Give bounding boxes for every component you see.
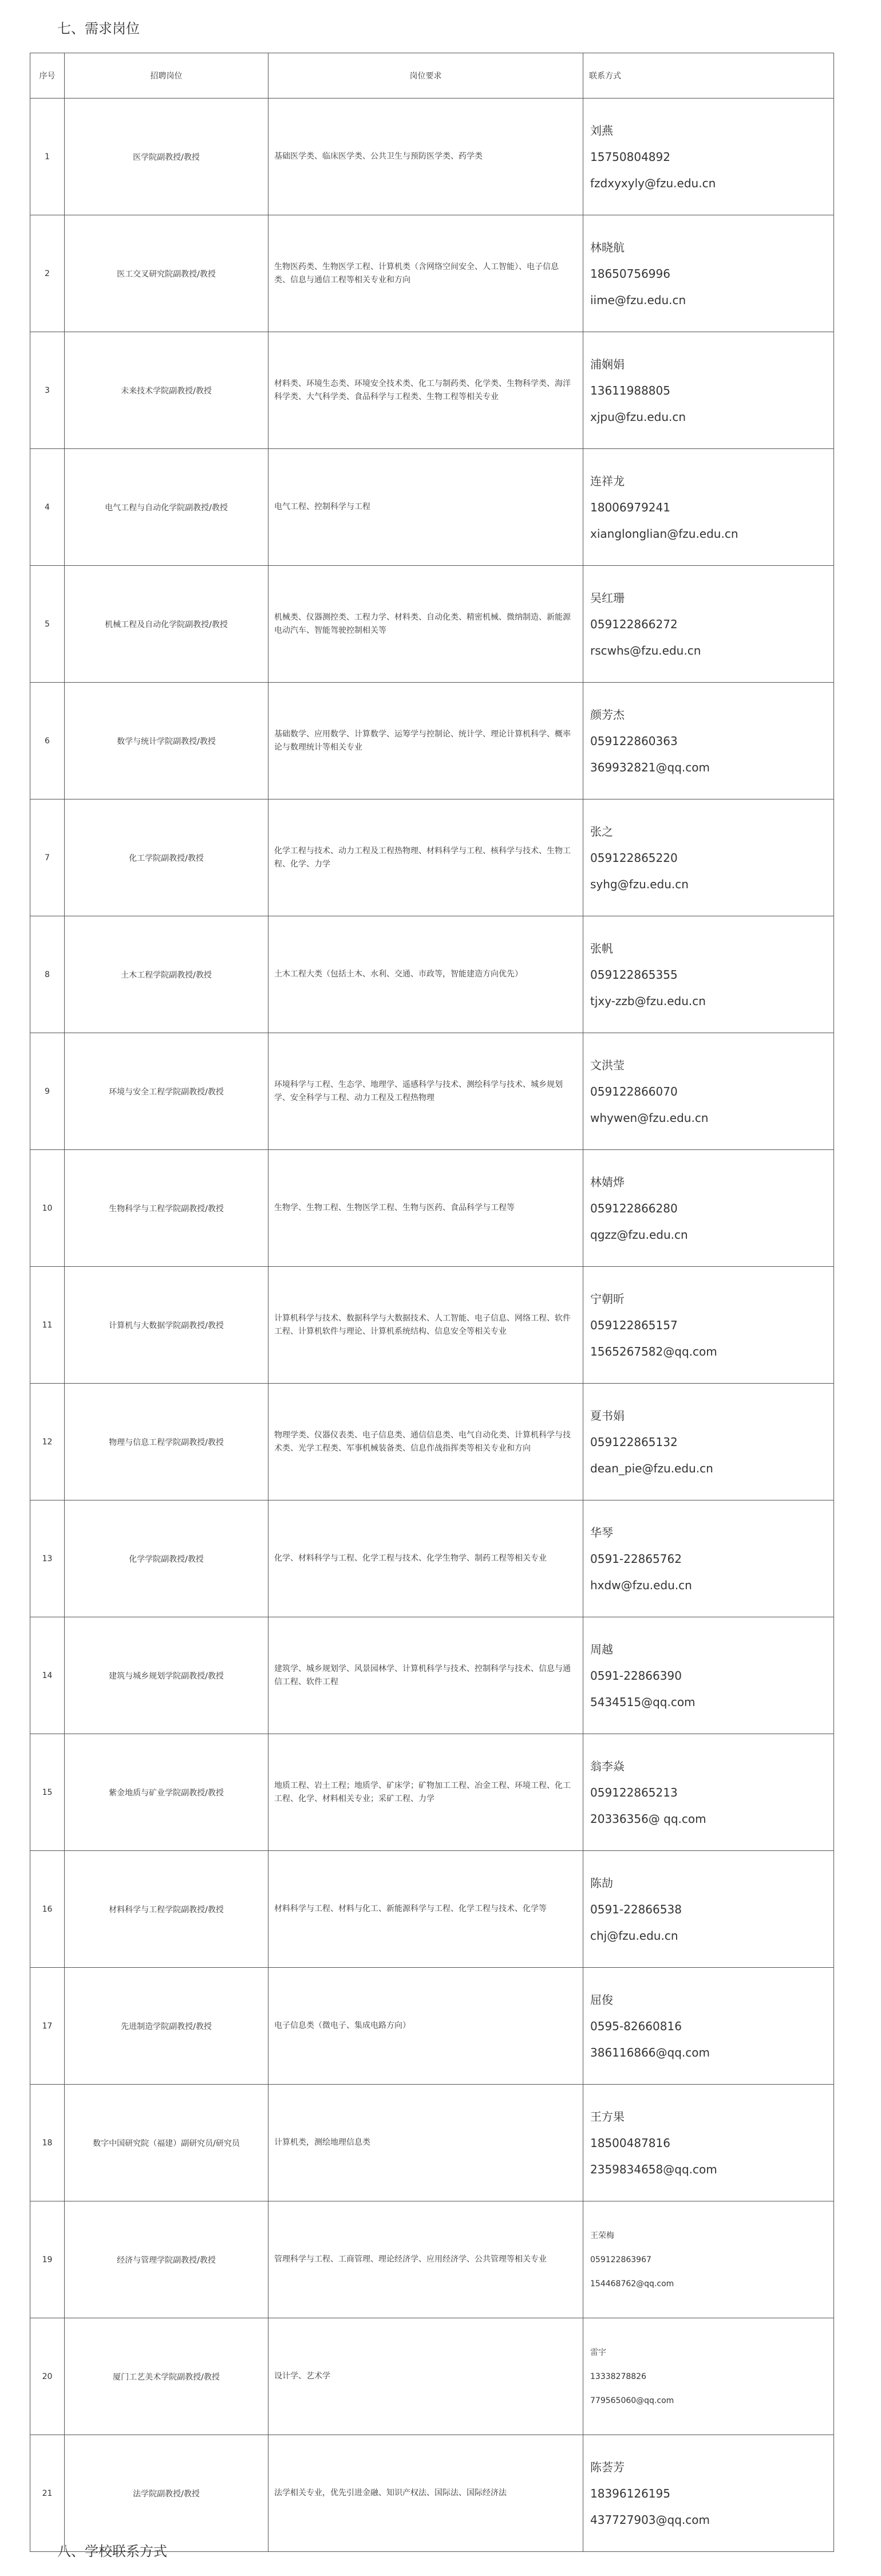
row-number: 3 <box>30 332 65 449</box>
row-number: 20 <box>30 2318 65 2435</box>
contact-email[interactable]: 20336356@ qq.com <box>590 1811 706 1826</box>
contact-name: 林晓航 <box>590 240 625 254</box>
table-row <box>30 916 834 1033</box>
position-title: 法学院副教授/教授 <box>65 2435 268 2552</box>
header-position: 招聘岗位 <box>65 53 268 99</box>
contact-email[interactable]: chj@fzu.edu.cn <box>590 1928 678 1943</box>
row-number: 10 <box>30 1150 65 1267</box>
position-title: 材料科学与工程学院副教授/教授 <box>65 1851 268 1968</box>
contact-email[interactable]: fzdxyxyly@fzu.edu.cn <box>590 176 716 190</box>
contact-email[interactable]: syhg@fzu.edu.cn <box>590 877 689 891</box>
position-title: 环境与安全工程学院副教授/教授 <box>65 1033 268 1150</box>
table-row <box>30 1150 834 1267</box>
position-title: 化学学院副教授/教授 <box>65 1500 268 1617</box>
contact-phone: 0591-22866538 <box>590 1902 682 1916</box>
row-number: 4 <box>30 449 65 566</box>
contact-email[interactable]: rscwhs@fzu.edu.cn <box>590 643 701 657</box>
position-requirements: 管理科学与工程、工商管理、理论经济学、应用经济学、公共管理等相关专业 <box>268 2201 583 2318</box>
contact-email[interactable]: 369932821@qq.com <box>590 760 710 774</box>
contact-info <box>583 1617 834 1734</box>
contact-info <box>583 916 834 1033</box>
contact-phone: 059122865132 <box>590 1435 678 1449</box>
table-row <box>30 99 834 215</box>
position-requirements: 土木工程大类（包括土木、水利、交通、市政等，智能建造方向优先） <box>268 916 583 1033</box>
position-requirements: 生物学、生物工程、生物医学工程、生物与医药、食品科学与工程等 <box>268 1150 583 1267</box>
table-row <box>30 1267 834 1384</box>
contact-info <box>583 566 834 683</box>
table-row <box>30 1384 834 1500</box>
position-requirements: 材料科学与工程、材料与化工、新能源科学与工程、化学工程与技术、化学等 <box>268 1851 583 1968</box>
position-title: 医工交叉研究院副教授/教授 <box>65 215 268 332</box>
header-no: 序号 <box>30 53 65 99</box>
contact-name: 颜芳杰 <box>590 707 625 722</box>
contact-name: 华琴 <box>590 1525 613 1539</box>
table-row <box>30 2318 834 2435</box>
contact-name: 吴红珊 <box>590 590 625 605</box>
table-row <box>30 2435 834 2552</box>
contact-phone: 059122866280 <box>590 1201 678 1215</box>
footer-section-title: 八、学校联系方式 <box>57 2543 167 2559</box>
contact-email[interactable]: 386116866@qq.com <box>590 2045 710 2059</box>
contact-name: 刘燕 <box>590 123 613 137</box>
position-requirements: 电子信息类（微电子、集成电路方向） <box>268 1968 583 2085</box>
row-number: 9 <box>30 1033 65 1150</box>
position-title: 化工学院副教授/教授 <box>65 799 268 916</box>
row-number: 17 <box>30 1968 65 2085</box>
contact-name: 宁朝昕 <box>590 1291 625 1306</box>
contact-name: 陈荟芳 <box>590 2460 625 2474</box>
row-number: 5 <box>30 566 65 683</box>
contact-name: 张之 <box>590 824 613 838</box>
table-row <box>30 1851 834 1968</box>
contact-name: 翁李焱 <box>590 1759 625 1773</box>
position-title: 电气工程与自动化学院副教授/教授 <box>65 449 268 566</box>
contact-info <box>583 2318 834 2435</box>
table-row <box>30 683 834 799</box>
position-title: 厦门工艺美术学院副教授/教授 <box>65 2318 268 2435</box>
row-number: 19 <box>30 2201 65 2318</box>
contact-phone: 059122865213 <box>590 1785 678 1799</box>
position-requirements: 物理学类、仪器仪表类、电子信息类、通信信息类、电气自动化类、计算机科学与技术类、光学工程类、军事机械装备类、信息作战指挥类等相关专业和方向 <box>268 1384 583 1500</box>
table-row <box>30 566 834 683</box>
position-title: 医学院副教授/教授 <box>65 99 268 215</box>
section-title: 七、需求岗位 <box>57 21 140 37</box>
contact-info <box>583 1500 834 1617</box>
position-requirements: 化学工程与技术、动力工程及工程热物理、材料科学与工程、核科学与技术、生物工程、化学、力学 <box>268 799 583 916</box>
position-requirements: 法学相关专业，优先引进金融、知识产权法、国际法、国际经济法 <box>268 2435 583 2552</box>
contact-info <box>583 683 834 799</box>
table-row <box>30 332 834 449</box>
contact-info <box>583 449 834 566</box>
contact-info <box>583 2201 834 2318</box>
contact-name: 周越 <box>590 1642 613 1656</box>
position-requirements: 设计学、艺术学 <box>268 2318 583 2435</box>
contact-phone: 059122860363 <box>590 734 678 748</box>
contact-phone: 059122865355 <box>590 967 678 982</box>
contact-info <box>583 1734 834 1851</box>
contact-info <box>583 2435 834 2552</box>
row-number: 11 <box>30 1267 65 1384</box>
row-number: 8 <box>30 916 65 1033</box>
contact-phone: 13611988805 <box>590 383 670 397</box>
position-requirements: 材料类、环境生态类、环境安全技术类、化工与制药类、化学类、生物科学类、海洋科学类、大气科学类、食品科学与工程类、生物工程等相关专业 <box>268 332 583 449</box>
contact-name: 浦娴娟 <box>590 357 625 371</box>
position-title: 计算机与大数据学院副教授/教授 <box>65 1267 268 1384</box>
table-row <box>30 1968 834 2085</box>
contact-phone: 18650756996 <box>590 266 670 281</box>
position-requirements: 环境科学与工程、生态学、地理学、遥感科学与技术、测绘科学与技术、城乡规划学、安全科学与工程、动力工程及工程热物理 <box>268 1033 583 1150</box>
contact-phone: 059122866272 <box>590 617 678 631</box>
contact-phone: 18006979241 <box>590 500 670 514</box>
position-title: 数学与统计学院副教授/教授 <box>65 683 268 799</box>
row-number: 16 <box>30 1851 65 1968</box>
contact-email[interactable]: hxdw@fzu.edu.cn <box>590 1578 692 1592</box>
position-title: 紫金地质与矿业学院副教授/教授 <box>65 1734 268 1851</box>
table-row <box>30 1617 834 1734</box>
row-number: 13 <box>30 1500 65 1617</box>
contact-phone: 059122863967 <box>590 2255 651 2264</box>
row-number: 15 <box>30 1734 65 1851</box>
contact-email[interactable]: 2359834658@qq.com <box>590 2162 717 2176</box>
position-requirements: 基础医学类、临床医学类、公共卫生与预防医学类、药学类 <box>268 99 583 215</box>
position-requirements: 计算机科学与技术、数据科学与大数据技术、人工智能、电子信息、网络工程、软件工程、计算机软件与理论、计算机系统结构、信息安全等相关专业 <box>268 1267 583 1384</box>
position-title: 生物科学与工程学院副教授/教授 <box>65 1150 268 1267</box>
contact-email[interactable]: tjxy-zzb@fzu.edu.cn <box>590 994 706 1008</box>
contact-name: 林婧烨 <box>590 1175 625 1189</box>
position-requirements: 电气工程、控制科学与工程 <box>268 449 583 566</box>
position-title: 机械工程及自动化学院副教授/教授 <box>65 566 268 683</box>
contact-name: 雷宇 <box>590 2347 606 2357</box>
contact-email[interactable]: xianglonglian@fzu.edu.cn <box>590 526 738 541</box>
table-row <box>30 1033 834 1150</box>
contact-phone: 15750804892 <box>590 149 670 164</box>
contact-info <box>583 1968 834 2085</box>
contact-info <box>583 1150 834 1267</box>
contact-phone: 059122865157 <box>590 1318 678 1332</box>
contact-name: 屈俊 <box>590 1992 613 2007</box>
table-row <box>30 1500 834 1617</box>
contact-name: 王荣梅 <box>590 2231 614 2240</box>
table-row <box>30 449 834 566</box>
contact-info <box>583 215 834 332</box>
row-number: 6 <box>30 683 65 799</box>
contact-phone: 0591-22866390 <box>590 1668 682 1683</box>
contact-name: 王方果 <box>590 2109 625 2124</box>
contact-name: 夏书娟 <box>590 1408 625 1423</box>
position-title: 建筑与城乡规划学院副教授/教授 <box>65 1617 268 1734</box>
contact-info <box>583 2085 834 2201</box>
table-row <box>30 2201 834 2318</box>
contact-phone: 059122866070 <box>590 1084 678 1098</box>
contact-info <box>583 1033 834 1150</box>
position-requirements: 机械类、仪器测控类、工程力学、材料类、自动化类、精密机械、微纳制造、新能源电动汽车、智能驾驶控制相关等 <box>268 566 583 683</box>
position-title: 土木工程学院副教授/教授 <box>65 916 268 1033</box>
position-title: 经济与管理学院副教授/教授 <box>65 2201 268 2318</box>
position-requirements: 地质工程、岩土工程；地质学、矿床学；矿物加工工程、冶金工程、环境工程、化工工程、化学、材料相关专业；采矿工程、力学 <box>268 1734 583 1851</box>
position-title: 数字中国研究院（福建）副研究员/研究员 <box>65 2085 268 2201</box>
contact-email[interactable]: iime@fzu.edu.cn <box>590 293 686 307</box>
position-requirements: 化学、材料科学与工程、化学工程与技术、化学生物学、制药工程等相关专业 <box>268 1500 583 1617</box>
contact-email[interactable]: qgzz@fzu.edu.cn <box>590 1227 688 1242</box>
contact-info <box>583 799 834 916</box>
contact-phone: 13338278826 <box>590 2372 646 2381</box>
recruitment-table <box>30 53 834 2552</box>
position-title: 物理与信息工程学院副教授/教授 <box>65 1384 268 1500</box>
position-title: 先进制造学院副教授/教授 <box>65 1968 268 2085</box>
contact-info <box>583 1384 834 1500</box>
contact-phone: 18396126195 <box>590 2486 670 2500</box>
contact-email[interactable]: 779565060@qq.com <box>590 2396 674 2405</box>
contact-email[interactable]: 5434515@qq.com <box>590 1695 696 1709</box>
position-requirements: 建筑学、城乡规划学、风景园林学、计算机科学与技术、控制科学与技术、信息与通信工程、软件工程 <box>268 1617 583 1734</box>
position-requirements: 基础数学、应用数学、计算数学、运筹学与控制论、统计学、理论计算机科学、概率论与数理统计等相关专业 <box>268 683 583 799</box>
row-number: 1 <box>30 99 65 215</box>
header-requirements: 岗位要求 <box>268 53 583 99</box>
contact-phone: 18500487816 <box>590 2136 670 2150</box>
contact-email[interactable]: xjpu@fzu.edu.cn <box>590 409 686 424</box>
contact-email[interactable]: 154468762@qq.com <box>590 2279 674 2289</box>
row-number: 18 <box>30 2085 65 2201</box>
contact-email[interactable]: whywen@fzu.edu.cn <box>590 1110 709 1125</box>
contact-email[interactable]: 1565267582@qq.com <box>590 1344 717 1358</box>
position-requirements: 计算机类，测绘地理信息类 <box>268 2085 583 2201</box>
position-title: 未来技术学院副教授/教授 <box>65 332 268 449</box>
contact-name: 文洪莹 <box>590 1058 625 1072</box>
row-number: 2 <box>30 215 65 332</box>
table-row <box>30 2085 834 2201</box>
contact-info <box>583 1267 834 1384</box>
table-row <box>30 215 834 332</box>
contact-email[interactable]: 437727903@qq.com <box>590 2512 710 2527</box>
row-number: 14 <box>30 1617 65 1734</box>
contact-info <box>583 99 834 215</box>
contact-phone: 059122865220 <box>590 850 678 865</box>
row-number: 21 <box>30 2435 65 2552</box>
contact-info <box>583 332 834 449</box>
row-number: 7 <box>30 799 65 916</box>
contact-name: 连祥龙 <box>590 474 625 488</box>
header-contact: 联系方式 <box>583 53 834 99</box>
contact-email[interactable]: dean_pie@fzu.edu.cn <box>590 1461 713 1475</box>
contact-phone: 0595-82660816 <box>590 2019 682 2033</box>
table-header-row <box>30 53 834 99</box>
contact-name: 陈劼 <box>590 1876 613 1890</box>
contact-info <box>583 1851 834 1968</box>
table-row <box>30 799 834 916</box>
contact-name: 张帆 <box>590 941 613 955</box>
table-row <box>30 1734 834 1851</box>
contact-phone: 0591-22865762 <box>590 1551 682 1566</box>
row-number: 12 <box>30 1384 65 1500</box>
position-requirements: 生物医药类、生物医学工程、计算机类（含网络空间安全、人工智能）、电子信息类、信息与通信工程等相关专业和方向 <box>268 215 583 332</box>
